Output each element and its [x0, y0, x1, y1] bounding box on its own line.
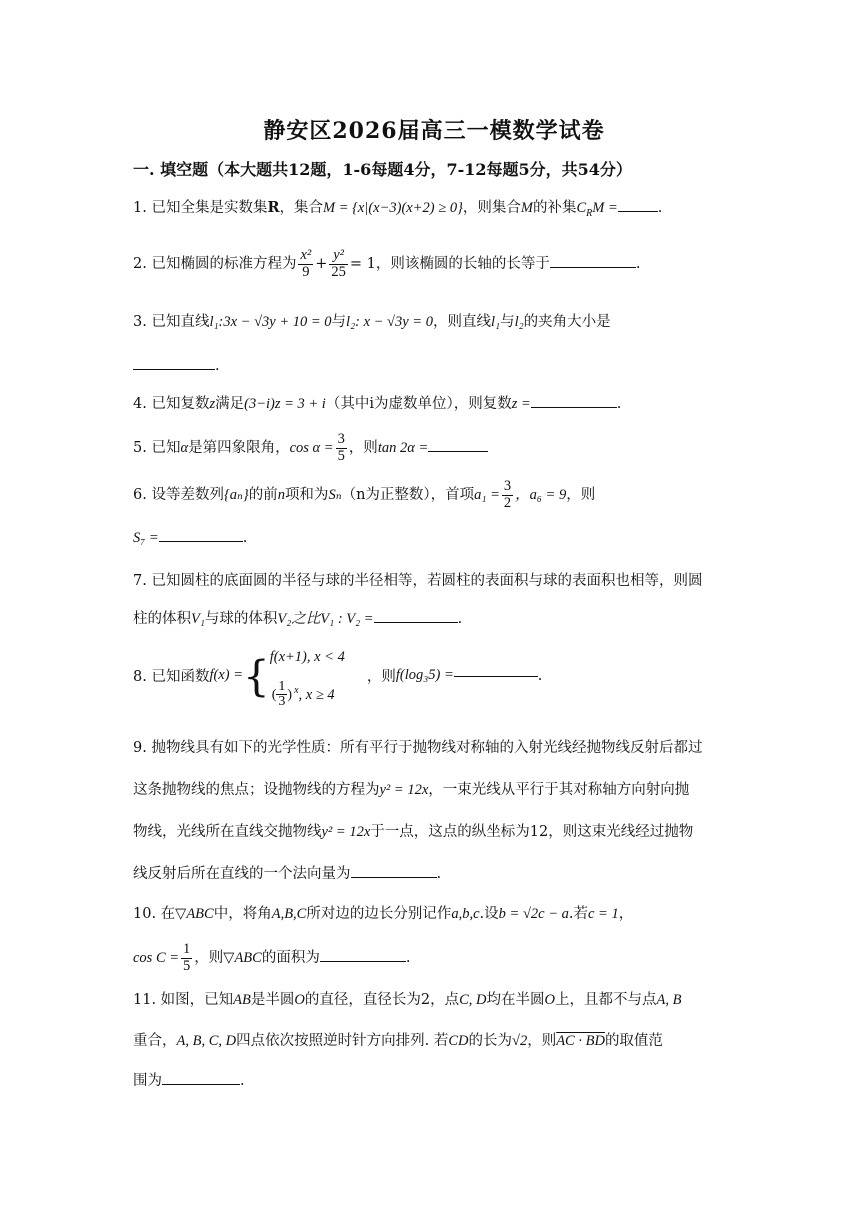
- answer-blank[interactable]: [531, 406, 617, 408]
- question-1: 1. 已知全集是实数集R，集合M = {x|(x−3)(x+2) ≥ 0}，则集合M的补集$C_RM$ = .: [133, 199, 663, 219]
- question-3-answer-line: .: [133, 344, 743, 388]
- question-10-line-2: cos C = $\frac{1}{5}$ ，则▽ABC的面积为 .: [133, 941, 411, 974]
- answer-blank[interactable]: [159, 540, 243, 542]
- exam-title: 静安区2026届高三一模数学试卷: [263, 118, 605, 144]
- question-5: 5. 已知α是第四象限角，cos α = $\frac{3}{5}$ ，则tan 2α =: [133, 426, 743, 470]
- answer-blank[interactable]: [428, 450, 488, 452]
- answer-blank[interactable]: [162, 1083, 240, 1085]
- question-8: 8. 已知函数f(x) ={ f(x+1), x < 4 ( $\frac{1}{3}$ ) $^x$, x ≥ 4 ，则f(log₃5) = .: [133, 649, 543, 710]
- question-9-line-3: 物线，光线所在直线交抛物线y² = 12x于一点，这点的纵坐标为12，则这束光线经过抛物: [133, 824, 694, 840]
- answer-blank[interactable]: [618, 210, 658, 212]
- question-6: 6. 设等差数列{aₙ}的前n项和为Sₙ（n为正整数），首项a₁ = $\frac{3}{2}$ ，a₆ = 9，则: [133, 478, 596, 511]
- answer-blank[interactable]: [133, 368, 215, 370]
- question-7-line-2: 柱的体积V₁与球的体积V₂之比V₁ : V₂ = .: [133, 611, 463, 627]
- question-3: 3. 已知直线l₁:3x − √3y + 10 = 0与l₂: x − √3y = 0，则直线l₁与l₂的夹角大小是: [133, 314, 611, 330]
- question-9-line-4: 线反射后所在直线的一个法向量为 .: [133, 866, 442, 882]
- question-6-answer-line: S₇ = .: [133, 530, 248, 546]
- question-11: 11. 如图，已知AB是半圆O的直径，直径长为2，点C, D均在半圆O上，且都不与点A, B: [133, 992, 682, 1008]
- answer-blank[interactable]: [351, 876, 437, 878]
- answer-blank[interactable]: [374, 621, 458, 623]
- piecewise-brace: {: [242, 651, 270, 701]
- question-11-line-3: 围为 .: [133, 1073, 245, 1089]
- section-heading: 一. 填空题（本大题共12题，1-6每题4分，7-12每题5分，共54分）: [133, 160, 632, 179]
- question-9-line-2: 这条抛物线的焦点；设抛物线的方程为y² = 12x，一束光线从平行于其对称轴方向射向抛: [133, 782, 690, 798]
- question-2: 2. 已知椭圆的标准方程为 $\frac{\text{x²}}{9}$ + $\frac{\text{y²}}{25}$ = 1，则该椭圆的长轴的长等于 .: [133, 247, 641, 280]
- question-10: 10. 在▽ABC中，将角A,B,C所对边的边长分别记作a,b,c.设b = √2c − a.若c = 1，: [133, 906, 634, 922]
- question-11-line-2: 重合，A, B, C, D四点依次按照逆时针方向排列. 若CD的长为√2，则AC · BD的取值范: [133, 1033, 663, 1049]
- answer-blank[interactable]: [550, 266, 636, 268]
- question-4: 4. 已知复数z满足(3−i)z = 3 + i（其中i为虚数单位），则复数z = .: [133, 396, 622, 412]
- question-9: 9. 抛物线具有如下的光学性质：所有平行于抛物线对称轴的入射光线经抛物线反射后都过: [133, 740, 703, 756]
- question-7: 7. 已知圆柱的底面圆的半径与球的半径相等，若圆柱的表面积与球的表面积也相等，则圆: [133, 573, 703, 589]
- answer-blank[interactable]: [320, 960, 406, 962]
- answer-blank[interactable]: [454, 675, 538, 677]
